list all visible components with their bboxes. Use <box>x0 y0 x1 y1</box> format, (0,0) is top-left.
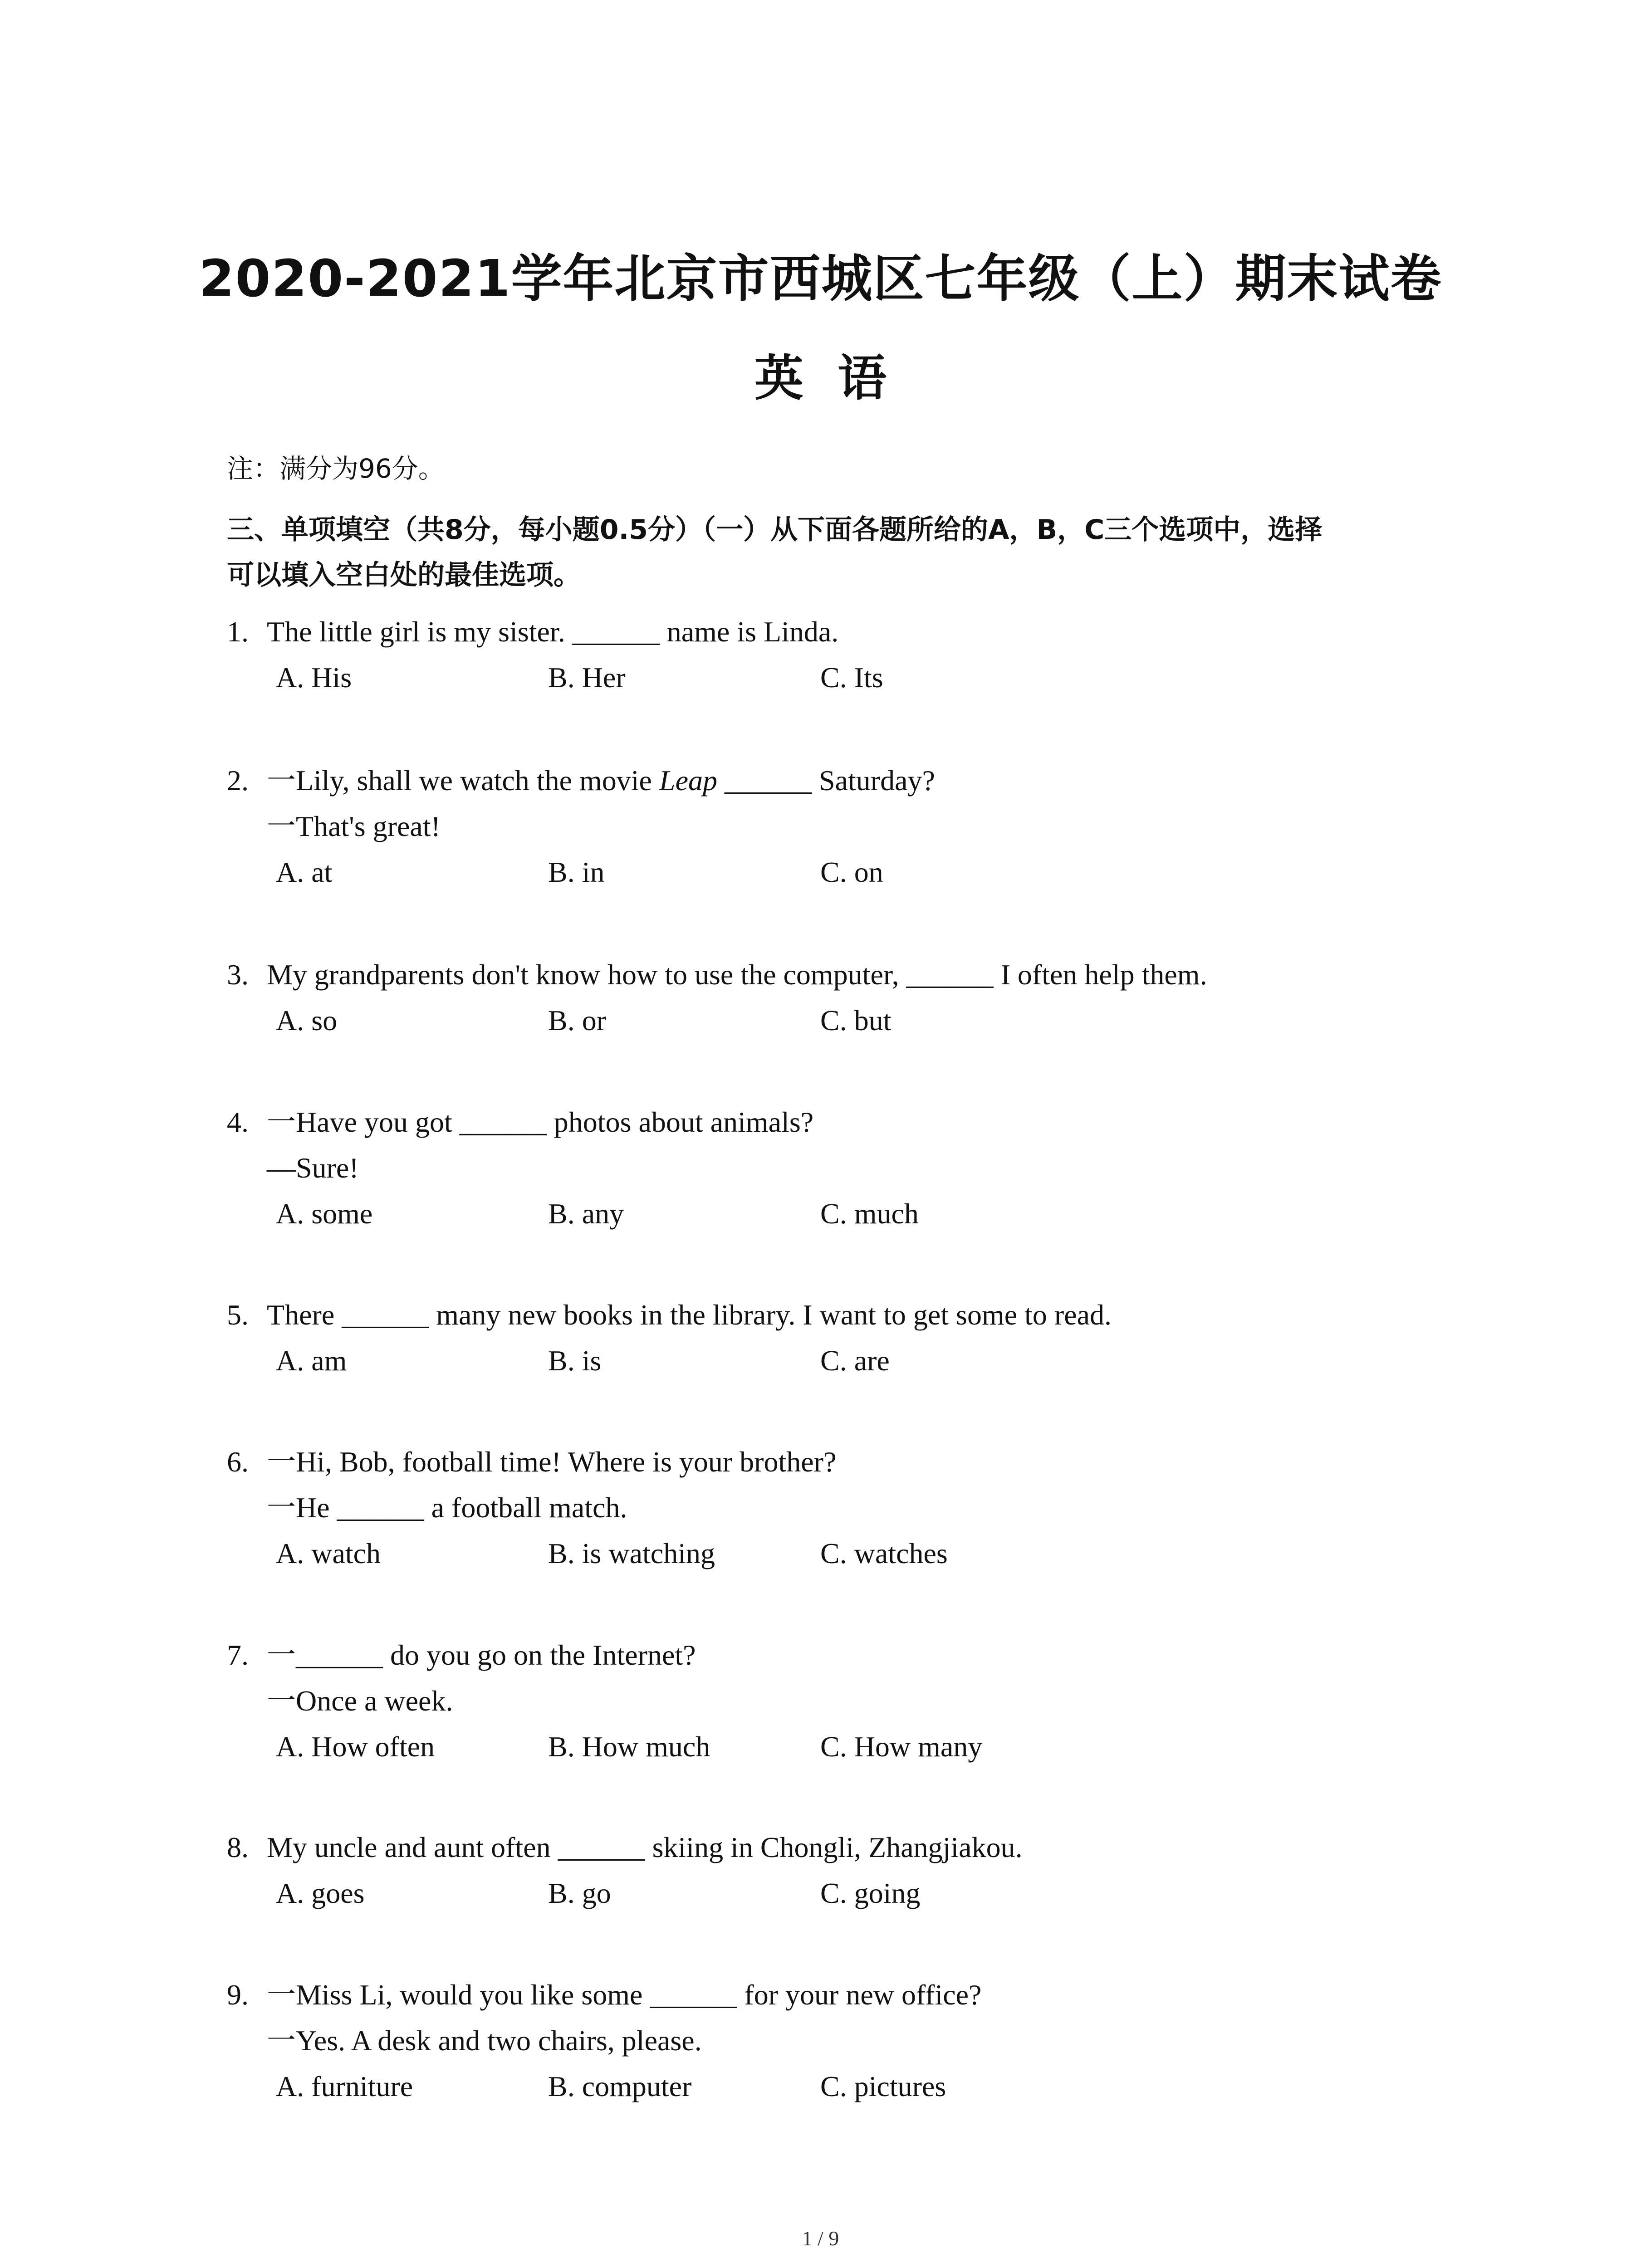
question-number: 1. <box>227 616 249 648</box>
question-reply: 一Once a week. <box>267 1685 453 1717</box>
score-note: 注：满分为96分。 <box>227 453 445 484</box>
page-number: 1 / 9 <box>802 2227 839 2250</box>
question-number: 4. <box>227 1106 249 1138</box>
question-number: 3. <box>227 958 249 991</box>
option-c[interactable]: C. much <box>820 1198 919 1230</box>
question-reply: 一Yes. A desk and two chairs, please. <box>267 2024 702 2057</box>
question-stem: There ______ many new books in the library. I want to get some to read. <box>267 1299 1112 1331</box>
option-b[interactable]: B. any <box>548 1198 624 1230</box>
option-a[interactable]: A. some <box>276 1198 373 1230</box>
option-a[interactable]: A. furniture <box>276 2070 413 2102</box>
question-number: 7. <box>227 1639 249 1671</box>
option-b[interactable]: B. is <box>548 1344 602 1377</box>
question-reply: —Sure! <box>267 1152 359 1184</box>
section-heading <box>227 507 1461 598</box>
option-a[interactable]: A. How often <box>276 1730 435 1763</box>
option-b[interactable]: B. or <box>548 1004 606 1036</box>
option-a[interactable]: A. His <box>276 661 352 694</box>
question-stem: My uncle and aunt often ______ skiing in Chongli, Zhangjiakou. <box>267 1831 1023 1863</box>
option-c[interactable]: C. are <box>820 1344 890 1377</box>
subject-title: 英 语 <box>754 350 887 407</box>
option-c[interactable]: C. watches <box>820 1537 948 1569</box>
option-c[interactable]: C. How many <box>820 1730 983 1763</box>
option-c[interactable]: C. Its <box>820 661 883 694</box>
question-stem: My grandparents don't know how to use the computer, ______ I often help them. <box>267 958 1207 991</box>
question-number: 2. <box>227 764 249 797</box>
movie-title: Leap <box>659 764 717 797</box>
option-a[interactable]: A. watch <box>276 1537 381 1569</box>
option-a[interactable]: A. goes <box>276 1877 365 1909</box>
section-heading-line-1: 三、单项填空（共8分，每小题0.5分）（一）从下面各题所给的A，B，C三个选项中，选择 <box>227 514 1323 546</box>
question-reply: 一That's great! <box>267 810 441 842</box>
question-stem: 一Hi, Bob, football time! Where is your brother? <box>267 1446 837 1478</box>
option-b[interactable]: B. is watching <box>548 1537 715 1569</box>
question-stem: 一Have you got ______ photos about animals? <box>267 1106 814 1138</box>
question-reply: 一He ______ a football match. <box>267 1491 627 1524</box>
option-a[interactable]: A. at <box>276 856 333 888</box>
option-c[interactable]: C. on <box>820 856 883 888</box>
question-stem-pre: 一Lily, shall we watch the movie <box>267 764 659 797</box>
option-b[interactable]: B. How much <box>548 1730 710 1763</box>
question-stem: 一Miss Li, would you like some ______ for your new office? <box>267 1979 982 2011</box>
question-number: 5. <box>227 1299 249 1331</box>
option-c[interactable]: C. pictures <box>820 2070 946 2102</box>
option-b[interactable]: B. go <box>548 1877 611 1909</box>
option-b[interactable]: B. Her <box>548 661 626 694</box>
question-stem-post: ______ Saturday? <box>717 764 935 797</box>
option-b[interactable]: B. computer <box>548 2070 692 2102</box>
option-a[interactable]: A. am <box>276 1344 347 1377</box>
section-heading-line-2: 可以填入空白处的最佳选项。 <box>227 559 581 591</box>
question-stem <box>267 758 935 803</box>
exam-title: 2020-2021学年北京市西城区七年级（上）期末试卷 <box>199 249 1442 308</box>
question-number: 8. <box>227 1831 249 1863</box>
option-c[interactable]: C. going <box>820 1877 921 1909</box>
option-a[interactable]: A. so <box>276 1004 338 1036</box>
question-number: 9. <box>227 1979 249 2011</box>
option-b[interactable]: B. in <box>548 856 605 888</box>
question-stem: The little girl is my sister. ______ name is Linda. <box>267 616 839 648</box>
question-stem: 一______ do you go on the Internet? <box>267 1639 696 1671</box>
question-number: 6. <box>227 1446 249 1478</box>
option-c[interactable]: C. but <box>820 1004 892 1036</box>
